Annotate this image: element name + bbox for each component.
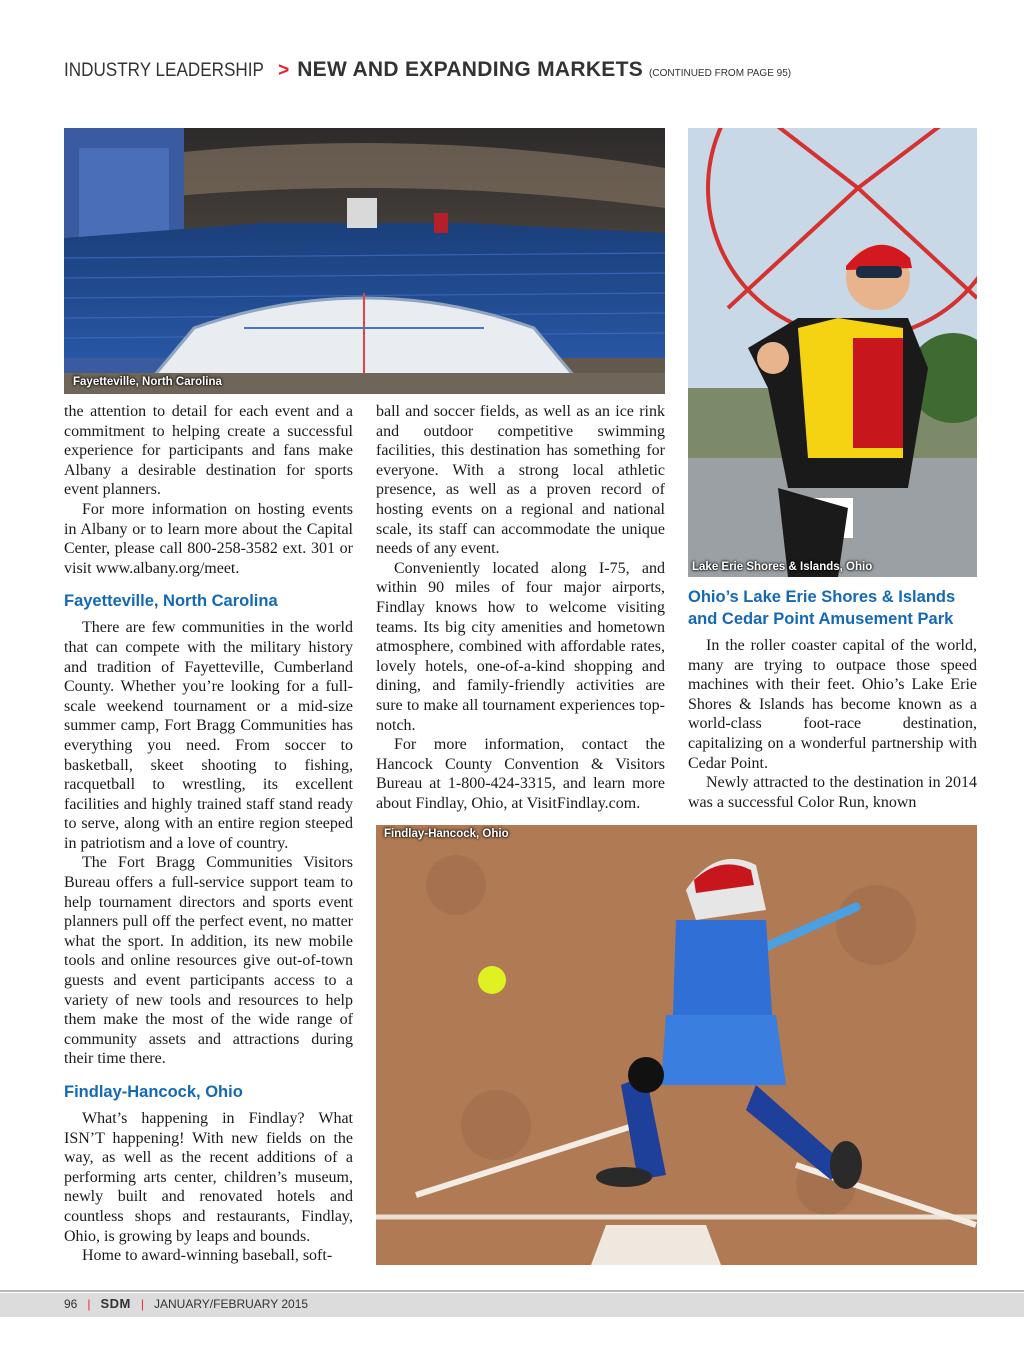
softball-caption: Findlay-Hancock, Ohio: [384, 828, 509, 840]
softball-photo: [376, 825, 977, 1265]
column-3: [688, 586, 977, 812]
col1-paragraph: The Fort Bragg Communities Visitors Bureau offers a full-service support team to help tournament directors and sports event planners pull off the perfect event, no matter what the sport. In addition, its new mobile tools and online resources give out-of-town guests and event participants access to a variety of new tools and resources to help them make the most of the wide range of community assets and attractions during their time there.: [64, 854, 353, 1068]
footer-separator: |: [140, 1296, 144, 1311]
col1-paragraph: For more information on hosting events in Albany or to learn more about the Capital Center, please call 800-258-3582 ext. 301 or visit www.albany.org/meet.: [64, 500, 353, 577]
section-kicker: INDUSTRY LEADERSHIP: [64, 60, 264, 81]
header-arrow: >: [278, 60, 290, 81]
magazine-name: SDM: [100, 1296, 131, 1311]
col3-paragraph: Newly attracted to the destination in 2014 was a successful Color Run, known: [688, 774, 977, 811]
col1-paragraph: the attention to detail for each event and a commitment to helping create a successful experience for participants and fans make Albany a desirable destination for sports event planners.: [64, 403, 353, 499]
col2-paragraph: Conveniently located along I-75, and within 90 miles of four major airports, Findlay knows how to welcome visiting teams. Its big city amenities and hometown atmosphere, combined with affordable rates, lovely hotels, one-of-a-kind shopping and dining, and family-friendly activities are sure to make all tournament experiences top-notch.: [376, 559, 665, 734]
page-header: [64, 58, 964, 88]
footer-separator: |: [87, 1296, 91, 1311]
col2-paragraph: ball and soccer fields, as well as an ice rink and outdoor competitive swimming facilities, this destination has something for everyone. With a strong local athletic presence, as well as a proven record of hosting events on a regional and national scale, its staff can accommodate the unique needs of any event.: [376, 403, 665, 558]
section-title: NEW AND EXPANDING MARKETS: [297, 58, 644, 81]
footer-rule: [0, 1290, 1024, 1292]
col1-paragraph: There are few communities in the world that can compete with the military history and tradition of Fayetteville, Cumberland County. Whether you’re looking for a full-scale weekend tournament or a mid-size summer camp, Fort Bragg Communities has everything you need. From soccer to basketball, skeet shooting to fishing, racquetball to wrestling, its excellent facilities and highly trained staff stand ready to serve, along with an entire region steeped in patriotism and a love of country.: [64, 619, 353, 852]
col1-paragraph: Home to award-winning baseball, soft-: [82, 1247, 333, 1265]
runner-photo: [688, 128, 977, 577]
arena-caption: Fayetteville, North Carolina: [73, 376, 222, 388]
page-footer: [64, 1296, 308, 1311]
runner-caption: Lake Erie Shores & Islands, Ohio: [692, 561, 873, 573]
column-1: [64, 402, 353, 1266]
column-2: [376, 402, 665, 813]
col3-paragraph: In the roller coaster capital of the world, many are trying to outpace those speed machines with their feet. Ohio’s Lake Erie Shores & Islands has become known as a world-class foot-race destination, capitalizing on a wonderful partnership with Cedar Point.: [688, 637, 977, 772]
col1-paragraph: What’s happening in Findlay? What ISN’T happening! With new fields on the way, as well as the recent additions of a performing arts center, children’s museum, newly built and renovated hotels and countless shops and restaurants, Findlay, Ohio, is growing by leaps and bounds.: [64, 1110, 353, 1245]
col2-paragraph: For more information, contact the Hancock County Convention & Visitors Bureau at 1-800-424-3315, and learn more about Findlay, Ohio, at VisitFindlay.com.: [376, 736, 665, 812]
arena-photo: [64, 128, 665, 394]
page-number: 96: [64, 1296, 78, 1311]
heading-fayetteville: Fayetteville, North Carolina: [64, 592, 278, 611]
continued-note: (CONTINUED FROM PAGE 95): [649, 68, 792, 79]
issue-date: JANUARY/FEBRUARY 2015: [154, 1296, 309, 1311]
heading-findlay: Findlay-Hancock, Ohio: [64, 1083, 243, 1101]
heading-lake-erie: Ohio’s Lake Erie Shores & Islands and Cedar Point Amusement Park: [688, 588, 956, 628]
